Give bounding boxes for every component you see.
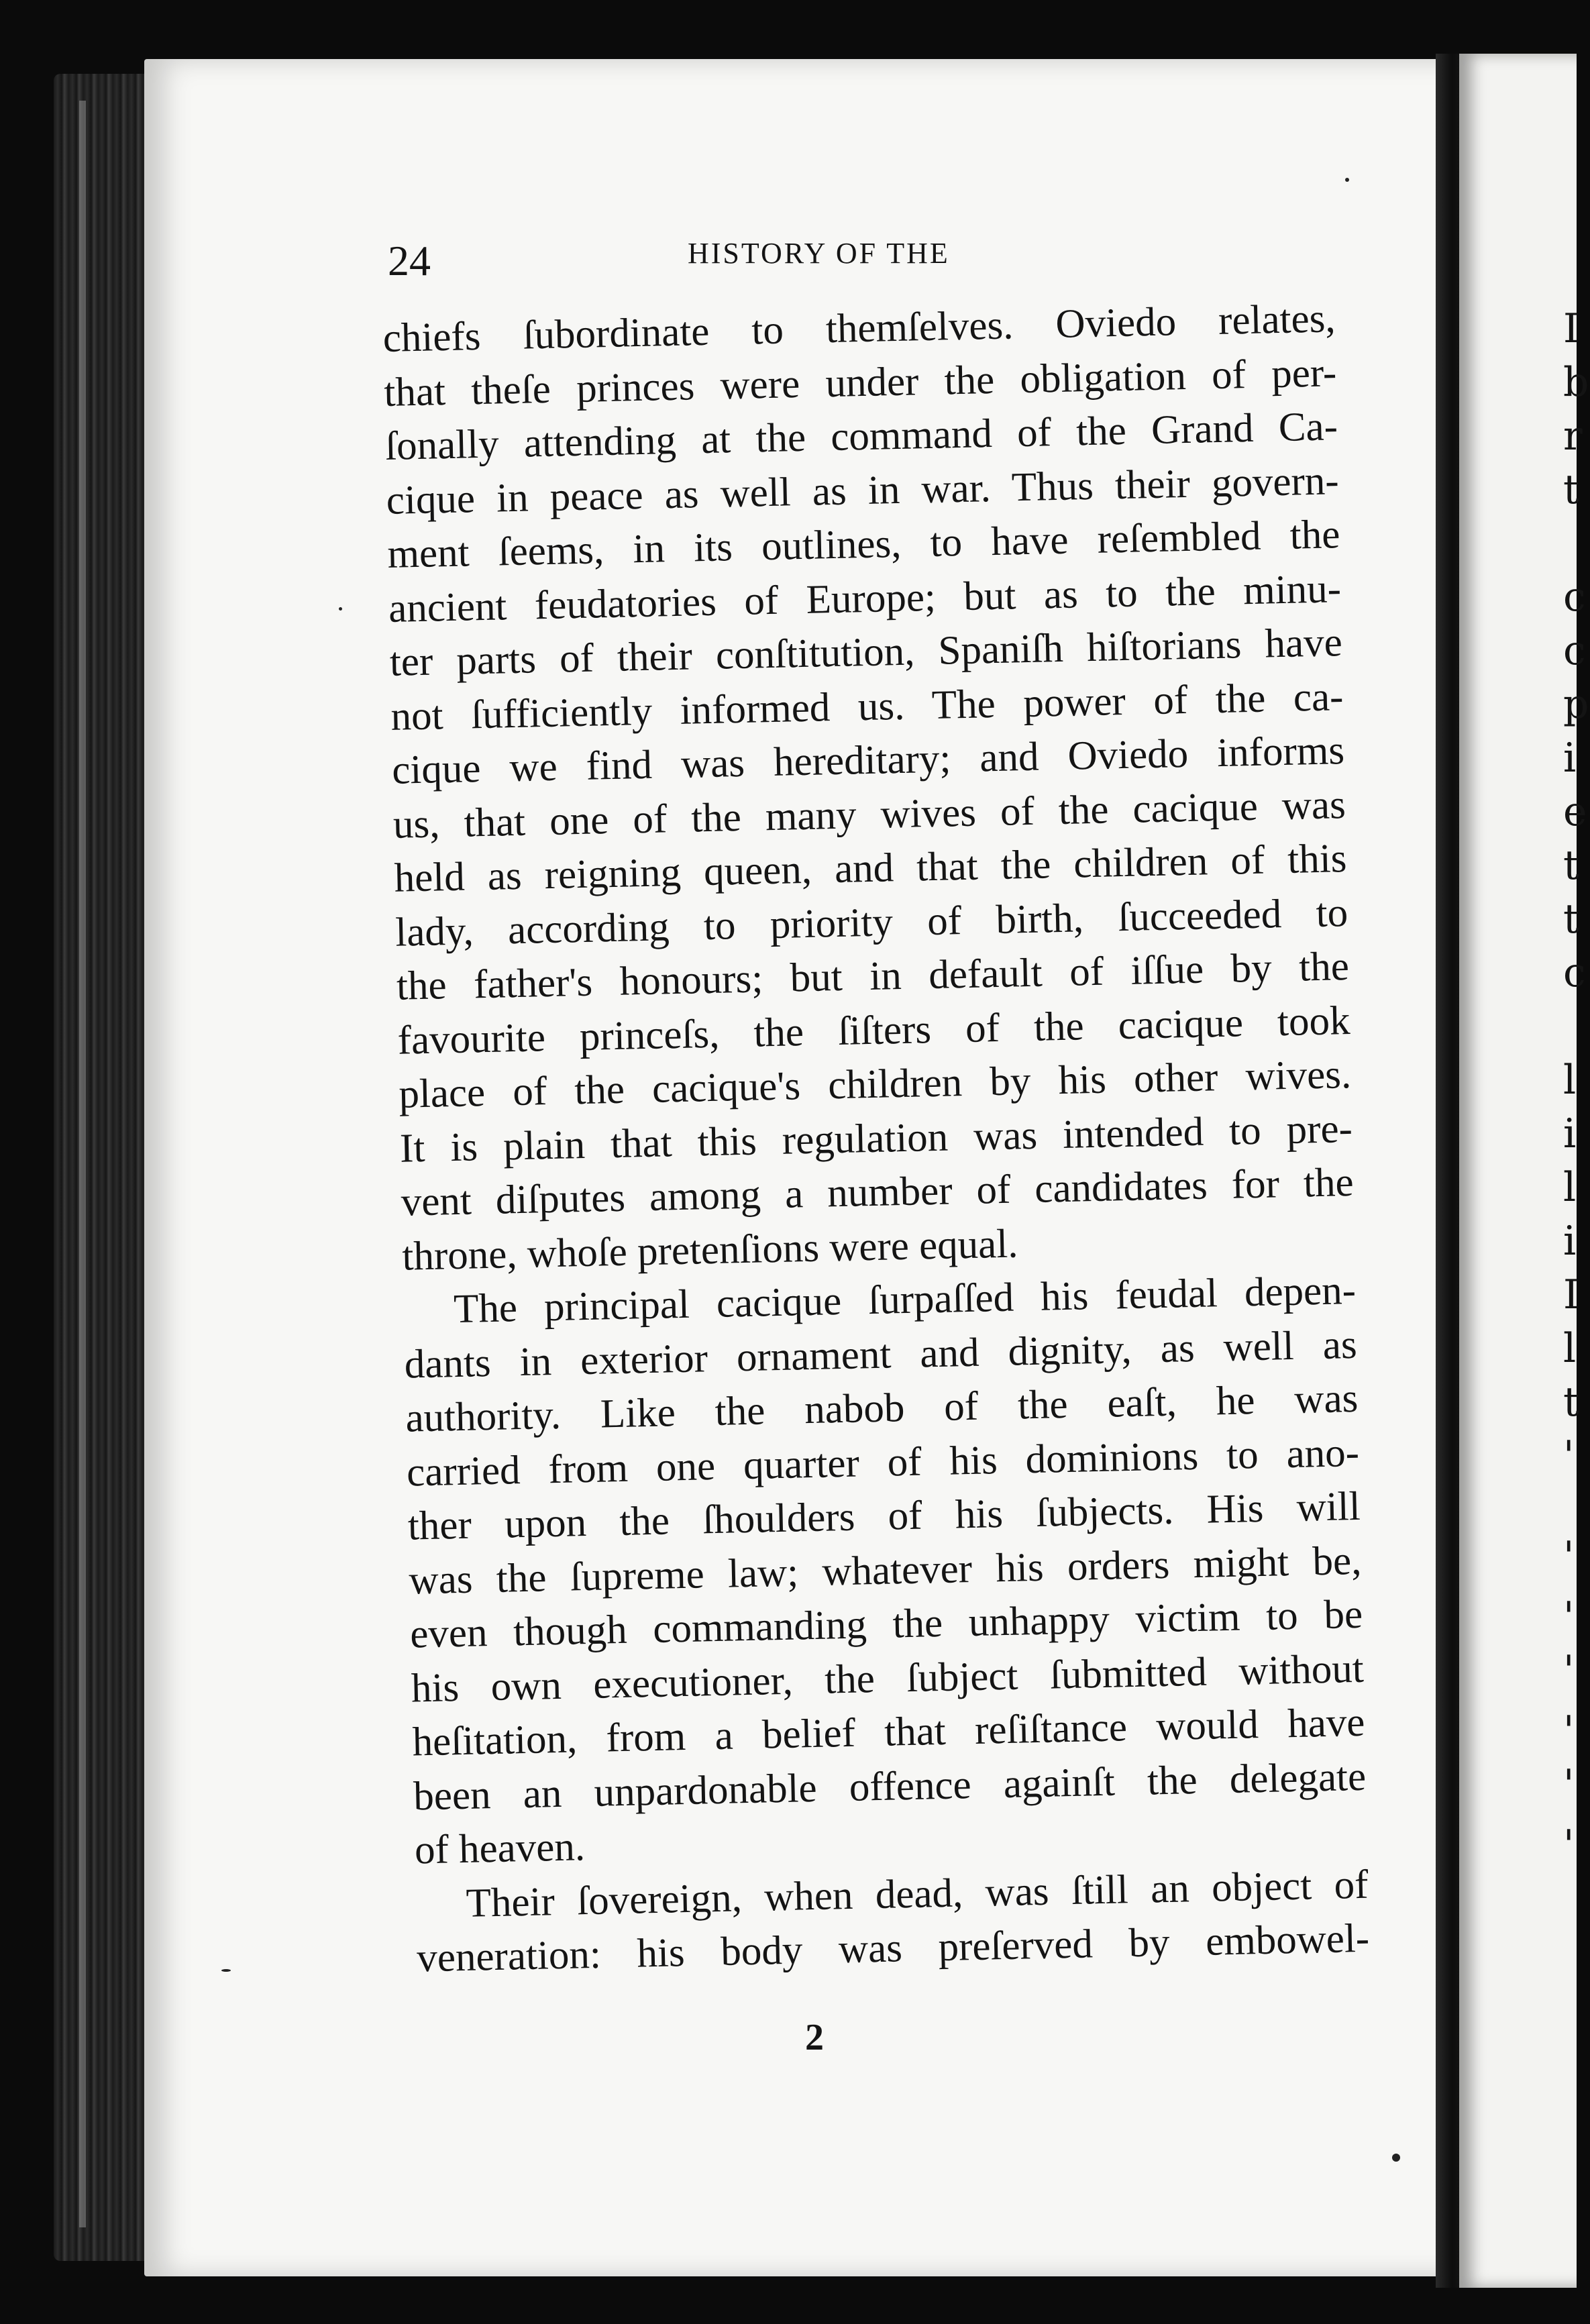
body-text <box>382 292 1370 1986</box>
facing-page-letter: ' <box>1563 1821 1575 1868</box>
facing-page-letter: i <box>1563 735 1577 782</box>
text-line: lady, according to priority of birth, ſucceeded to <box>394 890 1348 955</box>
text-line: veneration: his body was preſerved by embowel- <box>416 1915 1370 1981</box>
text-line: his own executioner, the ſubject ſubmitted without <box>411 1646 1365 1711</box>
facing-page-letter: l <box>1563 1325 1577 1372</box>
text-line: The principal cacique ſurpaſſed his feudal depen- <box>453 1267 1357 1332</box>
facing-page-letter: t <box>1563 842 1580 889</box>
text-line: not ſufficiently informed us. The power of the ca- <box>390 674 1344 739</box>
facing-page-letter: e <box>1563 788 1587 835</box>
facing-page-letter: I <box>1563 1271 1579 1318</box>
page-number: 24 <box>388 237 431 284</box>
facing-page-letter: ' <box>1563 1707 1575 1754</box>
signature-mark: 2 <box>805 2017 824 2058</box>
facing-page-letter: ' <box>1563 1761 1575 1808</box>
facing-page-letter: i <box>1563 1110 1577 1157</box>
ink-speck <box>1392 2154 1400 2162</box>
facing-page-letter: ' <box>1563 1593 1575 1640</box>
text-line: was the ſupreme law; whatever his orders might be, <box>408 1538 1362 1603</box>
text-line: the father's honours; but in default of iſſue by the <box>396 944 1350 1009</box>
text-line: ter parts of their conſtitution, Spaniſh hiſtorians have <box>389 620 1343 685</box>
facing-page-letter: t <box>1563 466 1580 513</box>
text-line: dants in exterior ornament and dignity, as well as <box>404 1322 1358 1387</box>
text-line: favourite princeſs, the ſiſters of the cacique took <box>397 998 1351 1063</box>
text-line: authority. Like the nabob of the eaſt, he was <box>405 1375 1359 1441</box>
facing-page-letter: l <box>1563 1164 1577 1211</box>
facing-page-letter: c <box>1563 627 1586 674</box>
facing-page <box>1459 54 1577 2288</box>
running-head: HISTORY OF THE <box>688 237 950 270</box>
ink-speck <box>221 1969 231 1972</box>
text-line: vent diſputes among a number of candidates for the <box>401 1159 1355 1225</box>
facing-page-letter: r <box>1563 413 1583 460</box>
text-line: us, that one of the many wives of the cacique was <box>392 782 1346 847</box>
facing-page-letter: I <box>1563 305 1579 352</box>
facing-page-letter: i <box>1563 1218 1577 1265</box>
text-line: ther upon the ſhoulders of his ſubjects. His will <box>407 1483 1361 1549</box>
text-line: chiefs ſubordinate to themſelves. Oviedo relates, <box>382 296 1336 361</box>
facing-page-letter: ' <box>1563 1647 1575 1694</box>
facing-page-letter: p <box>1563 681 1589 728</box>
facing-page-letter: t <box>1563 1379 1580 1426</box>
facing-page-letter: b <box>1563 359 1589 406</box>
text-line: that theſe princes were under the obligation of per- <box>383 350 1337 415</box>
text-line: cique we find was hereditary; and Oviedo informs <box>391 728 1345 793</box>
text-line: place of the cacique's children by his other wives. <box>398 1052 1352 1117</box>
text-line: ancient feudatories of Europe; but as to the minu- <box>388 566 1342 631</box>
page-edge-highlight <box>79 101 86 2227</box>
text-line: ſonally attending at the command of the Grand Ca- <box>384 404 1338 469</box>
text-line: It is plain that this regulation was intended to pre- <box>399 1106 1353 1171</box>
ink-speck <box>339 607 342 611</box>
text-line: carried from one quarter of his dominions to ano- <box>406 1430 1360 1495</box>
text-line: been an unpardonable offence againſt the delegate <box>413 1754 1367 1819</box>
facing-page-letter: ' <box>1563 1432 1575 1479</box>
text-line: heſitation, from a belief that reſiſtance would have <box>411 1699 1366 1765</box>
facing-page-letter: c <box>1563 574 1586 621</box>
text-line: of heaven. <box>414 1824 586 1873</box>
text-line: held as reigning queen, and that the children of this <box>393 836 1348 901</box>
text-line: throne, whoſe pretenſions were equal. <box>401 1220 1019 1279</box>
text-line: ment ſeems, in its outlines, to have reſembled the <box>386 512 1340 577</box>
text-line: cique in peace as well as in war. Thus their govern- <box>386 458 1340 523</box>
facing-page-letter: ' <box>1563 1533 1575 1580</box>
facing-page-letter: l <box>1563 1057 1577 1104</box>
ink-speck <box>1345 178 1349 182</box>
text-line: Their ſovereign, when dead, was ſtill an object of <box>465 1862 1369 1926</box>
facing-page-letter: c <box>1563 949 1586 996</box>
text-line: even though commanding the unhappy victim to be <box>409 1591 1363 1657</box>
facing-page-letter: t <box>1563 896 1580 943</box>
